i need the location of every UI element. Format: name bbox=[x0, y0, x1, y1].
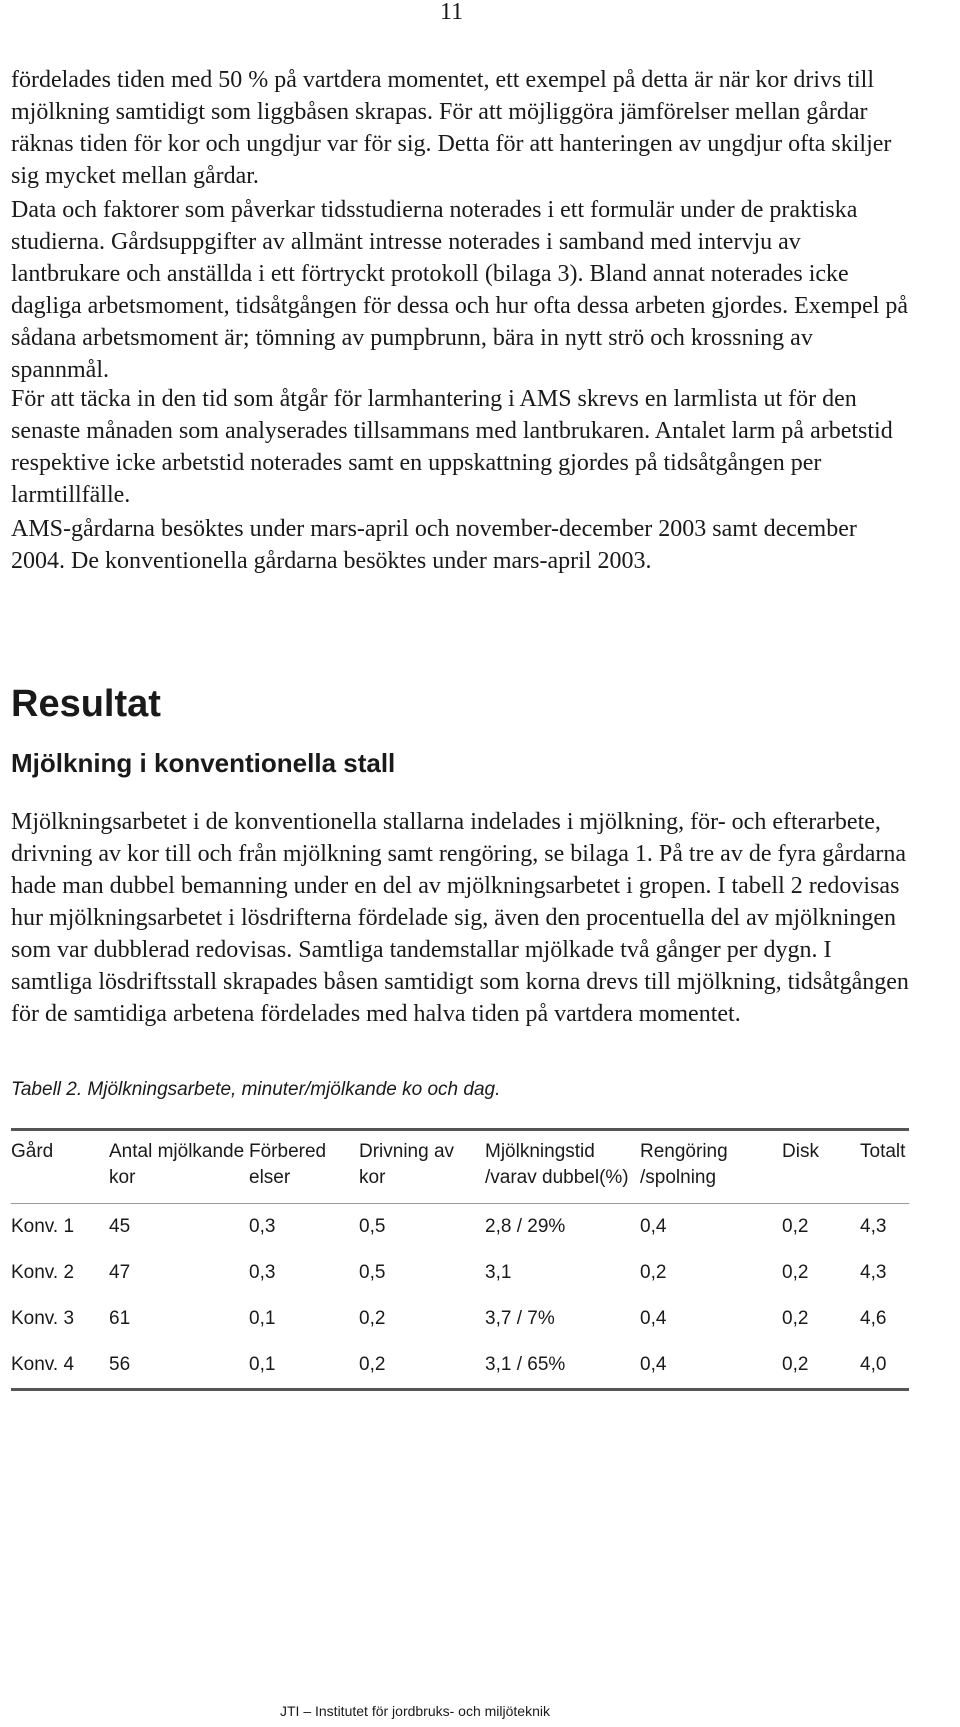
header-cell: Rengöring /spolning bbox=[640, 1141, 728, 1188]
table-cell: Konv. 4 bbox=[11, 1354, 75, 1375]
table-cell: 56 bbox=[109, 1354, 131, 1375]
table-cell: 0,4 bbox=[640, 1216, 667, 1237]
table-cell: 4,3 bbox=[860, 1262, 887, 1283]
table-cell: 0,4 bbox=[640, 1308, 667, 1329]
table-cell: 0,2 bbox=[782, 1308, 809, 1329]
table-cell: Konv. 3 bbox=[11, 1308, 75, 1329]
table-cell: Konv. 2 bbox=[11, 1262, 75, 1283]
table-cell: Konv. 1 bbox=[11, 1216, 75, 1237]
paragraph-visits: AMS-gårdarna besöktes under mars-april och november-december 2003 samt december 2004. De konventionella gårdarna besöktes under mars-april 2003. bbox=[11, 516, 857, 574]
table-cell: 0,2 bbox=[359, 1354, 386, 1375]
table-row bbox=[11, 1204, 909, 1251]
header-cell: Förbered elser bbox=[249, 1141, 327, 1188]
paragraph-milking-work: Mjölkningsarbetet i de konventionella stallarna indelades i mjölkning, för- och efterarbete, drivning av kor till och från mjölkning samt rengöring, se bilaga 1. På tre av de fyra gårdarna hade man dubbel bemanning under en del av mjölkningsarbetet i gropen. I tabell 2 redovisas hur mjölkningsarbetet i lösdrifterna fördelade sig, även den procentuella del av mjölkningen som var dubblerad redovisas. Samtliga tandemstallar mjölkade två gånger per dygn. I samtliga lösdriftsstall skrapades båsen samtidigt som korna drevs till mjölkning, tidsåtgången för de samtidiga arbetena fördelades med halva tiden på vartdera momentet. bbox=[11, 809, 909, 1027]
page-number: 11 bbox=[440, 0, 464, 25]
table-cell: 3,7 / 7% bbox=[485, 1308, 555, 1329]
table-caption: Tabell 2. Mjölkningsarbete, minuter/mjölkande ko och dag. bbox=[11, 1079, 501, 1100]
table-cell: 0,2 bbox=[782, 1216, 809, 1237]
header-cell: Disk bbox=[782, 1141, 819, 1162]
table-cell: 4,3 bbox=[860, 1216, 887, 1237]
header-cell: Drivning av kor bbox=[359, 1141, 455, 1188]
heading-conventional-milking: Mjölkning i konventionella stall bbox=[11, 748, 396, 778]
table-cell: 2,8 / 29% bbox=[485, 1216, 566, 1237]
footer: JTI – Institutet för jordbruks- och miljöteknik bbox=[280, 1703, 550, 1719]
table-cell: 4,6 bbox=[860, 1308, 887, 1329]
table-cell: 0,2 bbox=[640, 1262, 667, 1283]
table-cell: 0,2 bbox=[782, 1262, 809, 1283]
table-cell: 0,3 bbox=[249, 1262, 276, 1283]
header-cell: Antal mjölkande kor bbox=[109, 1141, 245, 1188]
table-cell: 4,0 bbox=[860, 1354, 887, 1375]
table-header-row bbox=[11, 1130, 909, 1204]
table-cell: 0,2 bbox=[782, 1354, 809, 1375]
table-cell: 3,1 bbox=[485, 1262, 512, 1283]
heading-resultat: Resultat bbox=[11, 683, 161, 725]
table-cell: 0,1 bbox=[249, 1354, 276, 1375]
table-cell: 0,5 bbox=[359, 1262, 386, 1283]
paragraph-intro: fördelades tiden med 50 % på vartdera momentet, ett exempel på detta är när kor drivs till mjölkning samtidigt som liggbåsen skrapas. För att möjliggöra jämförelser mellan gårdar räknas tiden för kor och ungdjur var för sig. Detta för att hanteringen av ungdjur ofta skiljer sig mycket mellan gårdar. bbox=[11, 67, 892, 189]
table-cell: 3,1 / 65% bbox=[485, 1354, 566, 1375]
milking-table bbox=[11, 1128, 909, 1391]
table-cell: 0,1 bbox=[249, 1308, 276, 1329]
table-row bbox=[11, 1296, 909, 1342]
table-cell: 47 bbox=[109, 1262, 131, 1283]
paragraph-alarm-handling: För att täcka in den tid som åtgår för larmhantering i AMS skrevs en larmlista ut för den senaste månaden som analyserades tillsammans med lantbrukaren. Antalet larm på arbetstid respektive icke arbetstid noterades samt en uppskattning gjordes på tidsåtgången per larmtillfälle. bbox=[11, 386, 893, 508]
table-cell: 0,4 bbox=[640, 1354, 667, 1375]
header-cell: Mjölkningstid /varav dubbel(%) bbox=[485, 1141, 629, 1188]
table-row bbox=[11, 1342, 909, 1390]
table-row bbox=[11, 1250, 909, 1296]
table-cell: 0,3 bbox=[249, 1216, 276, 1237]
header-cell: Totalt bbox=[860, 1141, 906, 1162]
table-cell: 0,5 bbox=[359, 1216, 386, 1237]
table-cell: 61 bbox=[109, 1308, 131, 1329]
table-cell: 45 bbox=[109, 1216, 131, 1237]
table-cell: 0,2 bbox=[359, 1308, 386, 1329]
paragraph-data-factors: Data och faktorer som påverkar tidsstudierna noterades i ett formulär under de praktiska studierna. Gårdsuppgifter av allmänt intresse noterades i samband med intervju av lantbrukare och anställda i ett förtryckt protokoll (bilaga 3). Bland annat noterades icke dagliga arbetsmoment, tidsåtgången för dessa och hur ofta dessa arbeten gjordes. Exempel på sådana arbetsmoment är; tömning av pumpbrunn, bära in nytt strö och krossning av spannmål. bbox=[11, 197, 909, 383]
header-cell: Gård bbox=[11, 1141, 54, 1162]
